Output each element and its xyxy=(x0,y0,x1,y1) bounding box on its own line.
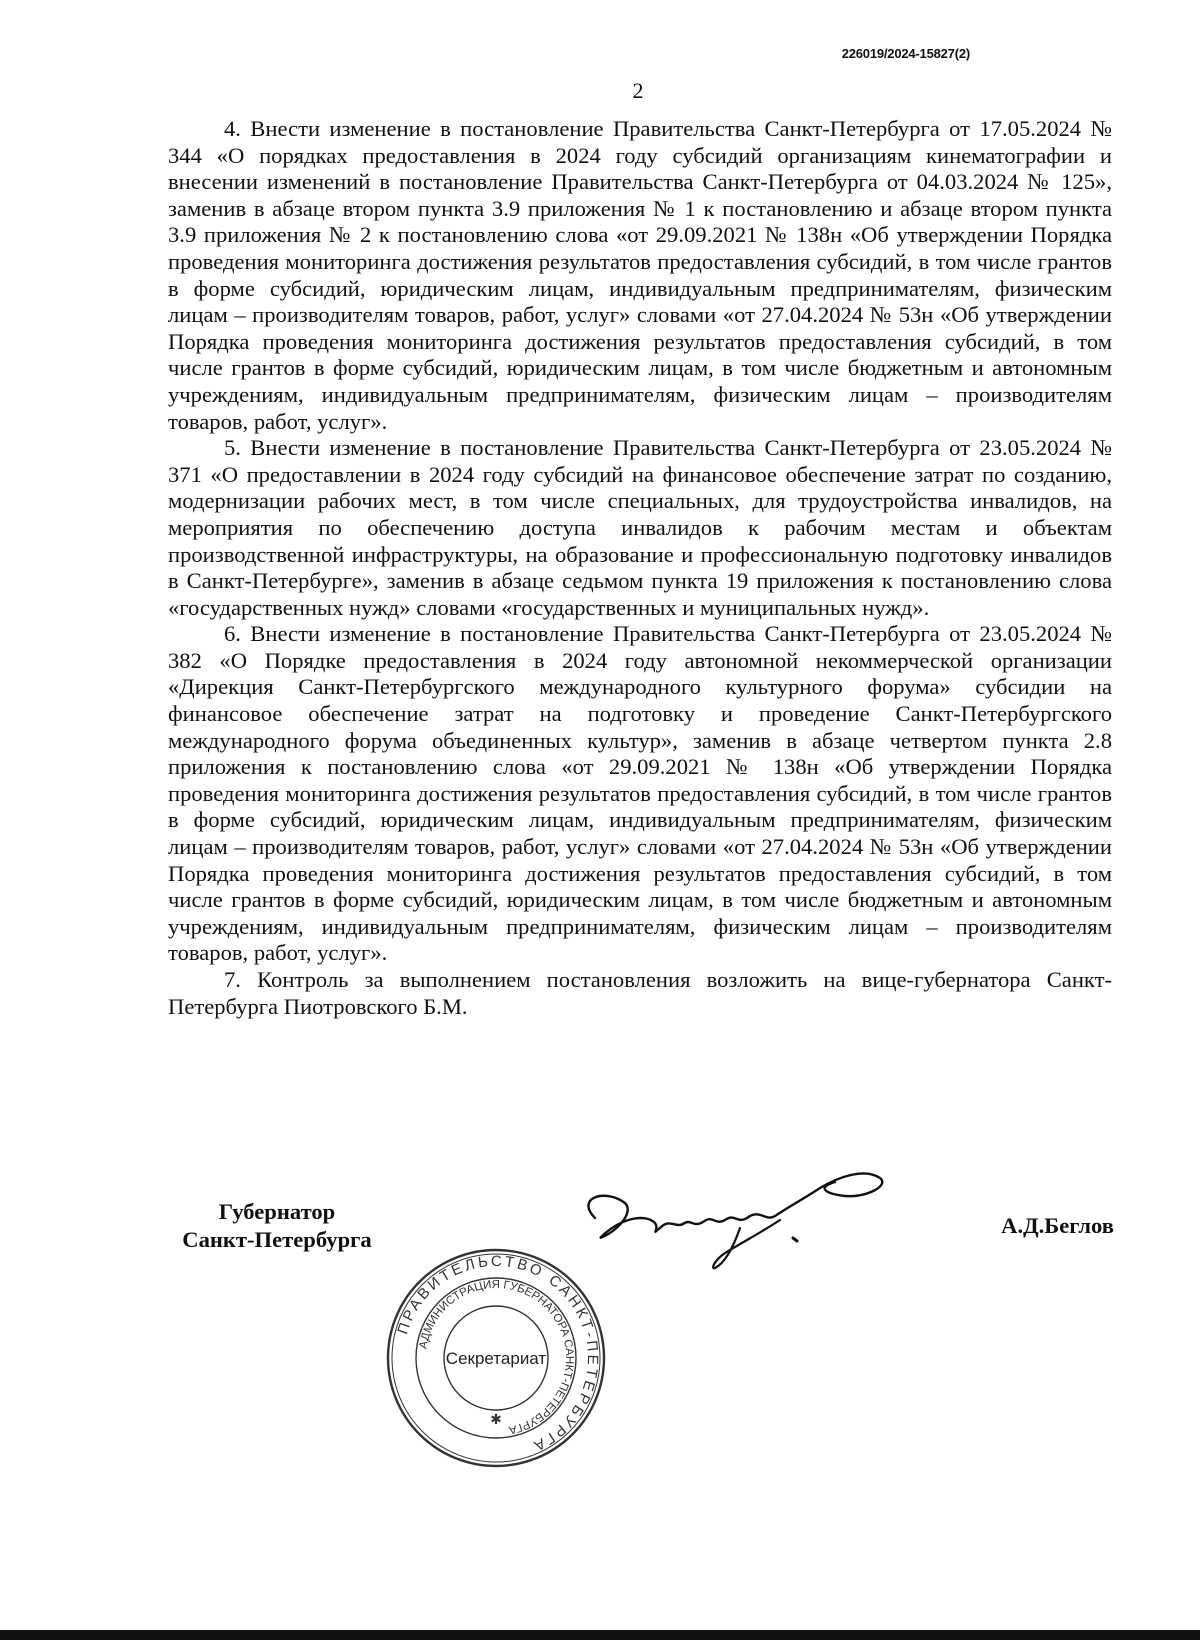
seal-outer-text: ПРАВИТЕЛЬСТВО САНКТ-ПЕТЕРБУРГА xyxy=(394,1252,602,1456)
paragraph-item-5: 5. Внести изменение в постановление Правительства Санкт-Петербурга от 23.05.2024 № 371 «О предоставлении в 2024 году субсидий на финансовое обеспечение затрат по созданию, модернизации рабочих мест, в том числе специальных, для трудоустройства инвалидов, на мероприятия по обеспечению доступа инвалидов к рабочим местам и объектам производственной инфраструктуры, на образование и профессиональную подготовку инвалидов в Санкт-Петербурге», заменив в абзаце седьмом пункта 19 приложения к постановлению слова «государственных нужд» словами «государственных и муниципальных нужд». xyxy=(168,435,1112,620)
seal-inner-text: АДМИНИСТРАЦИЯ ГУБЕРНАТОРА САНКТ-ПЕТЕРБУРГА xyxy=(417,1278,576,1436)
paragraph-item-6: 6. Внести изменение в постановление Правительства Санкт-Петербурга от 23.05.2024 № 382 «О Порядке предоставления в 2024 году автономной некоммерческой организации «Дирекция Санкт-Петербургского международного культурного форума» субсидии на финансовое обеспечение затрат на подготовку и проведение Санкт-Петербургского международного форума объединенных культур», заменив в абзаце четвертом пункта 2.8 приложения к постановлению слова «от 29.09.2021 № 138н «Об утверждении Порядка проведения мониторинга достижения результатов предоставления субсидий, в том числе грантов в форме субсидий, юридическим лицам, индивидуальным предпринимателям, физическим лицам – производителям товаров, работ, услуг» словами «от 27.04.2024 № 53н «Об утверждении Порядка проведения мониторинга достижения результатов предоставления субсидий, в том числе грантов в форме субсидий, юридическим лицам, в том числе бюджетным и автономным учреждениям, индивидуальным предпринимателям, физическим лицам – производителям товаров, работ, услуг». xyxy=(168,621,1112,966)
seal-star-icon: ✱ xyxy=(490,1413,502,1428)
official-seal-stamp xyxy=(384,1246,608,1470)
paragraph-item-7: 7. Контроль за выполнением постановления возложить на вице-губернатора Санкт-Петербурга Пиотровского Б.М. xyxy=(168,967,1112,1019)
seal-center-text: Секретариат xyxy=(445,1349,547,1368)
signer-position-line1: Губернатор xyxy=(218,1199,336,1224)
page-number: 2 xyxy=(632,78,644,103)
paragraph-item-4: 4. Внести изменение в постановление Правительства Санкт-Петербурга от 17.05.2024 № 344 «О порядках предоставления в 2024 году субсидий организациям кинематографии и внесении изменений в постановление Правительства Санкт-Петербурга от 04.03.2024 № 125», заменив в абзаце втором пункта 3.9 приложения № 1 к постановлению и абзаце втором пункта 3.9 приложения № 2 к постановлению слова «от 29.09.2021 № 138н «Об утверждении Порядка проведения мониторинга достижения результатов предоставления субсидий, в том числе грантов в форме субсидий, юридическим лицам, индивидуальным предпринимателям, физическим лицам – производителям товаров, работ, услуг» словами «от 27.04.2024 № 53н «Об утверждении Порядка проведения мониторинга достижения результатов предоставления субсидий, в том числе грантов в форме субсидий, юридическим лицам, в том числе бюджетным и автономным учреждениям, индивидуальным предпринимателям, физическим лицам – производителям товаров, работ, услуг». xyxy=(168,116,1112,434)
handwritten-signature xyxy=(565,1158,905,1278)
signer-name: А.Д.Беглов xyxy=(1001,1213,1114,1238)
document-body xyxy=(168,116,1112,1020)
signer-position xyxy=(172,1198,382,1254)
signer-position-line2: Санкт-Петербурга xyxy=(182,1227,372,1252)
signature-block xyxy=(0,1198,1200,1498)
document-registration-number: 226019/2024-15827(2) xyxy=(841,46,970,61)
scan-border xyxy=(0,1630,1200,1640)
